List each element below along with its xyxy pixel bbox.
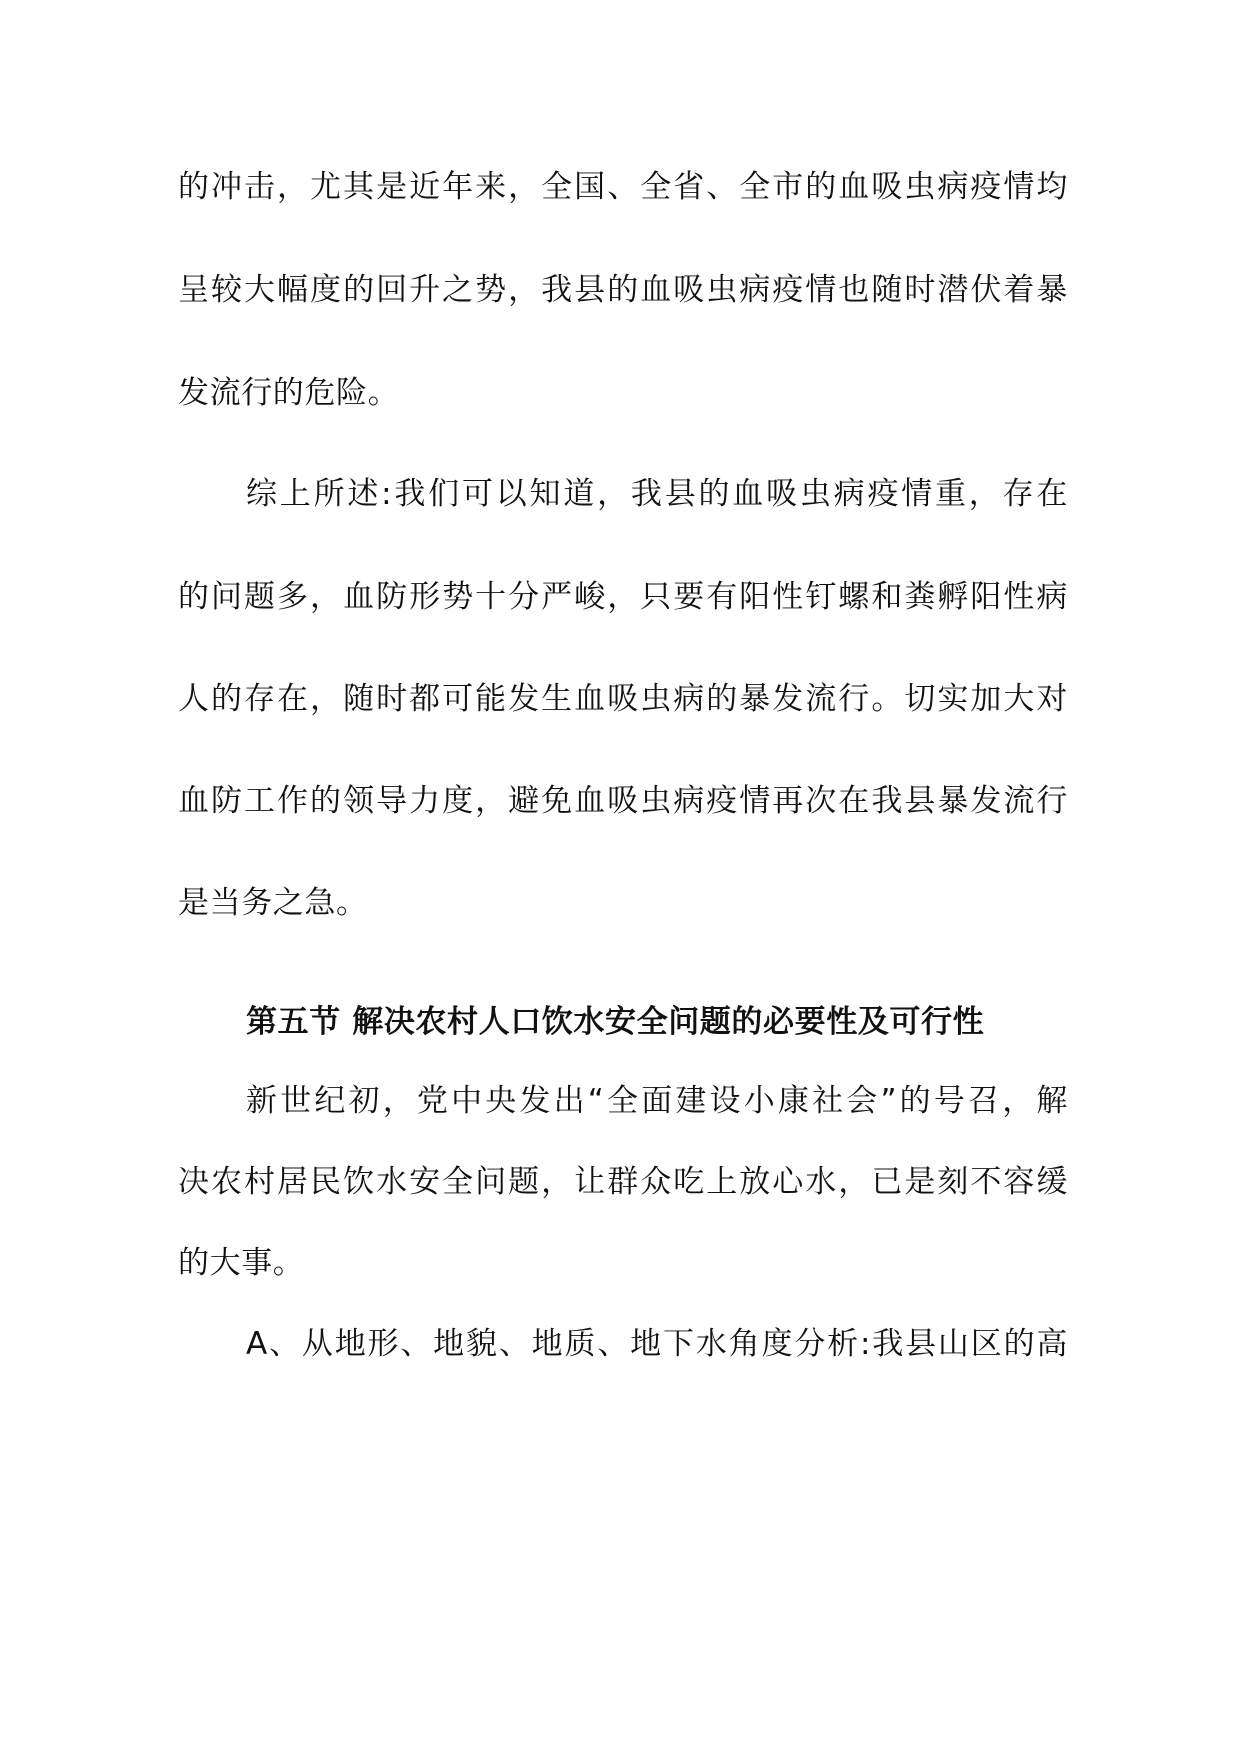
paragraph-1-line-2: 呈较大幅度的回升之势，我县的血吸虫病疫情也随时潜伏着暴 bbox=[178, 272, 1068, 308]
paragraph-3-line-3: 的大事。 bbox=[178, 1245, 305, 1281]
paragraph-1-line-1: 的冲击，尤其是近年来，全国、全省、全市的血吸虫病疫情均 bbox=[178, 169, 1068, 205]
paragraph-3-line-1: 新世纪初，党中央发出“全面建设小康社会”的号召，解 bbox=[246, 1083, 1068, 1119]
paragraph-2-line-2: 的问题多，血防形势十分严峻，只要有阳性钉螺和粪孵阳性病 bbox=[178, 579, 1068, 615]
section-heading: 第五节 解决农村人口饮水安全问题的必要性及可行性 bbox=[246, 1004, 985, 1040]
paragraph-2-line-5: 是当务之急。 bbox=[178, 885, 368, 921]
paragraph-2-line-4: 血防工作的领导力度，避免血吸虫病疫情再次在我县暴发流行 bbox=[178, 783, 1068, 819]
paragraph-1-line-3: 发流行的危险。 bbox=[178, 375, 400, 411]
paragraph-4-line-1: A、从地形、地貌、地质、地下水角度分析:我县山区的高 bbox=[246, 1326, 1068, 1362]
paragraph-3-line-2: 决农村居民饮水安全问题，让群众吃上放心水，已是刻不容缓 bbox=[178, 1164, 1068, 1200]
paragraph-2-line-1: 综上所述:我们可以知道，我县的血吸虫病疫情重，存在 bbox=[246, 476, 1068, 512]
paragraph-2-line-3: 人的存在，随时都可能发生血吸虫病的暴发流行。切实加大对 bbox=[178, 681, 1068, 717]
